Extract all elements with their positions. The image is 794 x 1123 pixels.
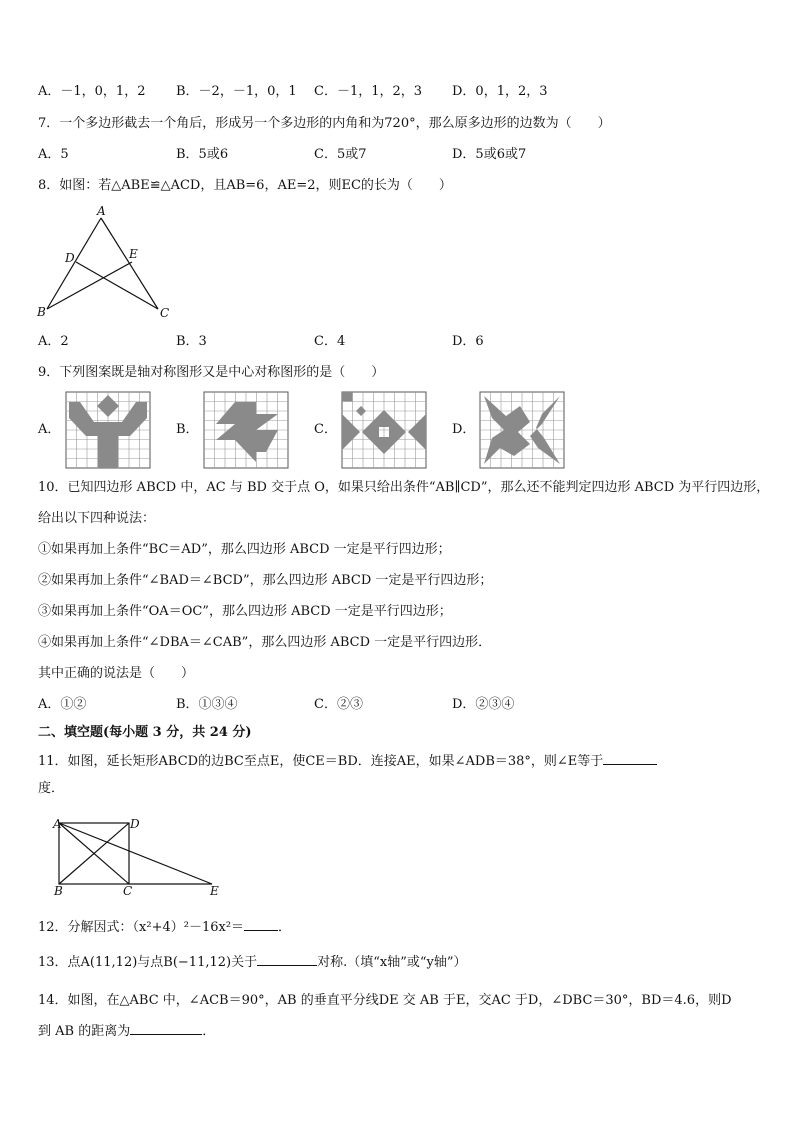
- q6-option-a: A．－1，0，1，2: [38, 84, 146, 99]
- q7-option-c: C．5或7: [314, 147, 367, 162]
- q6-option-c: C．－1，1，2，3: [314, 84, 423, 99]
- q12-stem-text: 12．分解因式：（x²+4）²－16x²＝: [38, 920, 245, 935]
- q11-answer-blank: [603, 752, 657, 765]
- q7-option-a: A．5: [38, 147, 69, 162]
- q14-answer-blank: [130, 1022, 202, 1035]
- q10-statement-2: ②如果再加上条件“∠BAD＝∠BCD”，那么四边形 ABCD 一定是平行四边形；: [38, 573, 493, 588]
- q9-pattern-d: [480, 392, 564, 468]
- q9-pattern-c: [342, 392, 426, 468]
- q13-answer-blank: [257, 953, 317, 966]
- q11-label-b: B: [54, 884, 63, 898]
- q10-statement-4: ④如果再加上条件“∠DBA＝∠CAB”，那么四边形 ABCD 一定是平行四边形．: [38, 635, 492, 650]
- q10-ask: 其中正确的说法是（ ）: [38, 666, 195, 681]
- q11-label-e: E: [210, 884, 219, 898]
- q9-option-d-letter: D．: [452, 422, 476, 437]
- q11-label-c: C: [123, 884, 133, 898]
- q13-stem: [38, 953, 467, 971]
- q7-stem: 7．一个多边形截去一个角后，形成另一个多边形的内角和为720°，那么原多边形的边数为（ ）: [38, 116, 611, 131]
- q8-label-e: E: [129, 247, 138, 261]
- q8-label-d: D: [65, 251, 75, 265]
- q10-stem-line2: 给出以下四种说法：: [38, 511, 156, 526]
- q13-stem-text: 13．点A(11,12)与点B(−11,12)关于: [38, 955, 258, 970]
- q8-option-b: B．3: [176, 334, 207, 349]
- q10-option-b: B．①③④: [176, 697, 238, 712]
- q10-option-d: D．②③④: [452, 697, 515, 712]
- q12-stem: [38, 918, 291, 936]
- q14-stem-text: 到 AB 的距离为: [38, 1024, 131, 1039]
- q14-stem-line2: [38, 1022, 215, 1040]
- q10-option-c: C．②③: [314, 697, 363, 712]
- q9-stem: 9．下列图案既是轴对称图形又是中心对称图形的是（ ）: [38, 365, 385, 380]
- q12-end: ．: [278, 920, 292, 935]
- q8-label-c: C: [160, 306, 170, 320]
- q7-option-b: B．5或6: [176, 147, 229, 162]
- q8-option-a: A．2: [38, 334, 69, 349]
- q8-stem: 8．如图：若△ABE≌△ACD，且AB=6，AE=2，则EC的长为（ ）: [38, 178, 452, 193]
- q9-option-b-letter: B．: [176, 422, 199, 437]
- q8-label-b: B: [37, 305, 46, 319]
- q7-option-d: D．5或6或7: [452, 147, 527, 162]
- q10-stem-line1: 10．已知四边形 ABCD 中，AC 与 BD 交于点 O，如果只给出条件“AB∥CD”，那么还不能判定四边形 ABCD 为平行四边形，: [38, 480, 770, 495]
- q6-option-d: D．0，1，2，3: [452, 84, 548, 99]
- q10-statement-3: ③如果再加上条件“OA＝OC”，那么四边形 ABCD 一定是平行四边形；: [38, 604, 452, 619]
- q11-label-a: A: [53, 817, 62, 831]
- q8-option-c: C．4: [314, 334, 346, 349]
- q11-stem-text: 11．如图，延长矩形ABCD的边BC至点E，使CE＝BD．连接AE，如果∠ADB＝38°，则∠E等于: [38, 754, 604, 769]
- q12-answer-blank: [244, 918, 278, 931]
- q9-option-c-letter: C．: [314, 422, 337, 437]
- q14-end: ．: [202, 1024, 216, 1039]
- q14-stem-line1: 14．如图，在△ABC 中，∠ACB＝90°，AB 的垂直平分线DE 交 AB 于E，交AC 于D，∠DBC＝30°，BD＝4.6，则D: [38, 993, 732, 1008]
- q10-option-a: A．①②: [38, 697, 87, 712]
- q10-statement-1: ①如果再加上条件“BC＝AD”，那么四边形 ABCD 一定是平行四边形；: [38, 542, 451, 557]
- section-2-title: 二、填空题(每小题 3 分，共 24 分): [38, 725, 252, 740]
- q6-option-b: B．－2，－1，0，1: [176, 84, 297, 99]
- q8-label-a: A: [97, 204, 106, 218]
- q9-option-a-letter: A．: [38, 422, 61, 437]
- q8-option-d: D．6: [452, 334, 484, 349]
- q11-label-d: D: [130, 817, 140, 831]
- q13-tail: 对称.（填“x轴”或“y轴”）: [317, 955, 467, 970]
- q11-rectangle-figure: [0, 0, 240, 900]
- q11-tail: 度．: [38, 781, 65, 796]
